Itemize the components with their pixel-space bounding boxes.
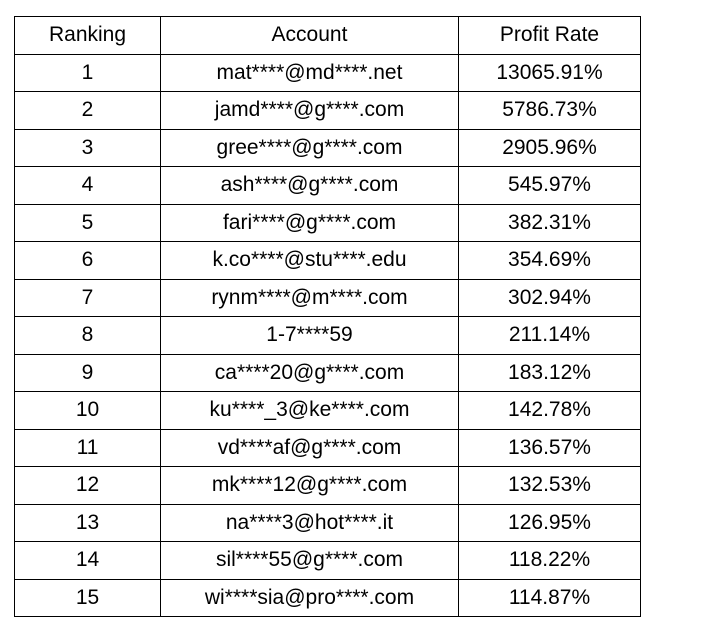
header-profit-rate: Profit Rate — [459, 17, 641, 55]
profit-rate-cell: 183.12% — [459, 354, 641, 392]
ranking-cell: 14 — [15, 542, 161, 580]
table-row — [15, 54, 641, 92]
table-row — [15, 242, 641, 280]
ranking-cell: 13 — [15, 504, 161, 542]
account-cell: mk****12@g****.com — [161, 467, 459, 505]
ranking-cell: 7 — [15, 279, 161, 317]
table-row — [15, 392, 641, 430]
ranking-cell: 2 — [15, 92, 161, 130]
table-row — [15, 429, 641, 467]
table-row — [15, 542, 641, 580]
ranking-cell: 12 — [15, 467, 161, 505]
account-cell: ca****20@g****.com — [161, 354, 459, 392]
profit-rate-cell: 126.95% — [459, 504, 641, 542]
profit-rate-cell: 114.87% — [459, 579, 641, 617]
header-account: Account — [161, 17, 459, 55]
ranking-cell: 11 — [15, 429, 161, 467]
account-cell: wi****sia@pro****.com — [161, 579, 459, 617]
ranking-cell: 15 — [15, 579, 161, 617]
header-ranking: Ranking — [15, 17, 161, 55]
table-row — [15, 129, 641, 167]
ranking-cell: 8 — [15, 317, 161, 355]
account-cell: k.co****@stu****.edu — [161, 242, 459, 280]
account-cell: jamd****@g****.com — [161, 92, 459, 130]
profit-rate-cell: 136.57% — [459, 429, 641, 467]
account-cell: na****3@hot****.it — [161, 504, 459, 542]
profit-rate-cell: 354.69% — [459, 242, 641, 280]
profit-rate-cell: 142.78% — [459, 392, 641, 430]
table-row — [15, 204, 641, 242]
ranking-cell: 1 — [15, 54, 161, 92]
profit-rate-cell: 13065.91% — [459, 54, 641, 92]
table-row — [15, 579, 641, 617]
table-row — [15, 279, 641, 317]
table-row — [15, 354, 641, 392]
table-row — [15, 167, 641, 205]
account-cell: ku****_3@ke****.com — [161, 392, 459, 430]
profit-rate-cell: 382.31% — [459, 204, 641, 242]
profit-rate-cell: 5786.73% — [459, 92, 641, 130]
profit-rate-cell: 118.22% — [459, 542, 641, 580]
table-row — [15, 504, 641, 542]
ranking-cell: 6 — [15, 242, 161, 280]
account-cell: vd****af@g****.com — [161, 429, 459, 467]
profit-rate-cell: 211.14% — [459, 317, 641, 355]
account-cell: 1-7****59 — [161, 317, 459, 355]
ranking-cell: 5 — [15, 204, 161, 242]
ranking-cell: 4 — [15, 167, 161, 205]
profit-rate-cell: 545.97% — [459, 167, 641, 205]
ranking-cell: 3 — [15, 129, 161, 167]
table-row — [15, 467, 641, 505]
ranking-cell: 10 — [15, 392, 161, 430]
table-row — [15, 92, 641, 130]
table-header-row — [15, 17, 641, 55]
account-cell: rynm****@m****.com — [161, 279, 459, 317]
table-row — [15, 317, 641, 355]
ranking-table — [14, 16, 641, 617]
profit-rate-cell: 132.53% — [459, 467, 641, 505]
account-cell: sil****55@g****.com — [161, 542, 459, 580]
account-cell: gree****@g****.com — [161, 129, 459, 167]
account-cell: fari****@g****.com — [161, 204, 459, 242]
account-cell: ash****@g****.com — [161, 167, 459, 205]
profit-rate-cell: 2905.96% — [459, 129, 641, 167]
account-cell: mat****@md****.net — [161, 54, 459, 92]
profit-rate-cell: 302.94% — [459, 279, 641, 317]
ranking-cell: 9 — [15, 354, 161, 392]
